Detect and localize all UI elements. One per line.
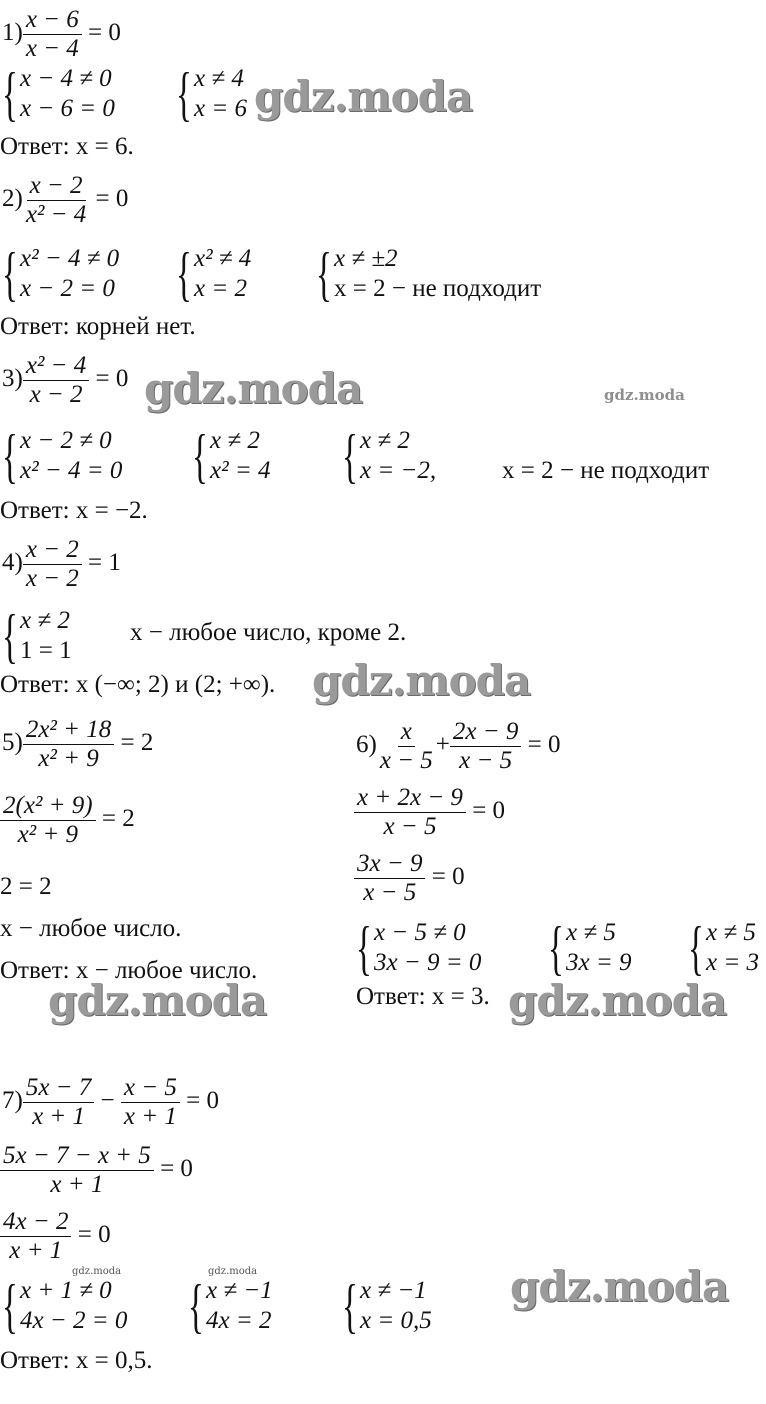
fraction — [354, 850, 425, 907]
system-row: x ≠ ±2 — [334, 245, 398, 272]
system-7b — [188, 1273, 273, 1339]
watermark: gdz.moda — [508, 976, 727, 1025]
equals-part: = 0 — [472, 797, 506, 825]
problem-5-equation — [2, 716, 153, 773]
system-row: x − 4 ≠ 0 — [20, 65, 112, 92]
watermark: gdz.moda — [604, 386, 685, 404]
denominator: x − 5 — [363, 879, 417, 906]
brace-icon: { — [688, 915, 704, 981]
equals-part: = 0 — [431, 863, 465, 891]
note-4: x − любое число, кроме 2. — [130, 619, 407, 646]
problem-1-equation — [2, 6, 121, 63]
problem-7-step — [0, 1142, 193, 1199]
system-row: x ≠ 5 — [706, 919, 756, 946]
numerator: 5x − 7 — [23, 1074, 94, 1103]
system-row: x − 2 = 0 — [20, 275, 115, 302]
brace-icon: { — [548, 915, 564, 981]
denominator: x² + 9 — [17, 821, 79, 848]
brace-icon: { — [342, 423, 358, 489]
system-row: x ≠ 2 — [20, 607, 70, 634]
numerator: x — [398, 718, 415, 747]
system-row: 3x = 9 — [566, 949, 632, 976]
problem-3-equation — [2, 352, 128, 409]
problem-7-equation — [2, 1074, 219, 1131]
problem-6-step — [354, 850, 465, 907]
problem-5-step — [0, 792, 135, 849]
system-7a — [2, 1273, 128, 1339]
system-row: x² ≠ 4 — [194, 245, 252, 272]
answer-5: Ответ: x − любое число. — [0, 957, 258, 984]
numerator: x − 2 — [27, 172, 86, 201]
problem-number: 7) — [2, 1087, 23, 1115]
system-2b — [176, 241, 252, 307]
problem-4-equation — [2, 536, 121, 593]
system-row: x − 6 = 0 — [20, 95, 115, 122]
brace-icon: { — [192, 423, 208, 489]
system-row: x = 3 — [706, 949, 759, 976]
equals-part: = 2 — [101, 805, 135, 833]
fraction — [23, 172, 89, 229]
brace-icon: { — [356, 915, 372, 981]
fraction — [121, 1074, 180, 1131]
watermark: gdz.moda — [254, 72, 473, 121]
fraction — [450, 718, 521, 775]
brace-icon: { — [342, 1273, 358, 1339]
system-6b — [548, 915, 632, 981]
system-row: x ≠ −1 — [360, 1277, 427, 1304]
denominator: x − 4 — [25, 35, 79, 62]
brace-icon: { — [2, 61, 18, 127]
numerator: 2x² + 18 — [23, 716, 114, 745]
answer-1: Ответ: x = 6. — [0, 133, 134, 160]
system-6a — [356, 915, 482, 981]
denominator: x + 1 — [32, 1103, 86, 1130]
equals-part: = 0 — [186, 1087, 219, 1115]
denominator: x − 2 — [29, 381, 83, 408]
brace-icon: { — [2, 603, 18, 669]
problem-number: 4) — [2, 549, 23, 577]
equals-part: = 1 — [88, 549, 121, 577]
system-6c — [688, 915, 759, 981]
system-row: x = 2 — [194, 275, 247, 302]
fraction — [23, 1074, 94, 1131]
denominator: x² + 9 — [38, 745, 99, 772]
system-row: 1 = 1 — [20, 637, 72, 664]
problem-number: 1) — [2, 19, 23, 47]
system-3a — [2, 423, 123, 489]
watermark: gdz.moda — [72, 1266, 122, 1277]
fraction — [23, 352, 89, 409]
equals-part: = 0 — [527, 731, 561, 759]
fraction — [377, 718, 436, 775]
fraction — [0, 1142, 154, 1199]
numerator: 5x − 7 − x + 5 — [0, 1142, 154, 1171]
numerator: x² − 4 — [23, 352, 89, 381]
fraction — [354, 784, 466, 841]
system-row: x = −2, — [360, 457, 437, 484]
numerator: 2(x² + 9) — [0, 792, 96, 821]
brace-icon: { — [2, 423, 18, 489]
system-row: x ≠ −1 — [206, 1277, 273, 1304]
brace-icon: { — [176, 61, 192, 127]
system-row: 4x − 2 = 0 — [20, 1307, 128, 1334]
fraction — [23, 536, 82, 593]
system-row: x = 2 − не подходит — [334, 275, 542, 302]
operator: − — [100, 1087, 115, 1115]
system-4a — [2, 603, 72, 669]
brace-icon: { — [176, 241, 192, 307]
equals-part: = 0 — [77, 1221, 111, 1249]
system-row: 3x − 9 = 0 — [374, 949, 482, 976]
denominator: x² − 4 — [25, 201, 87, 228]
problem-number: 3) — [2, 365, 23, 393]
problem-6-step — [354, 784, 505, 841]
watermark: gdz.moda — [48, 976, 267, 1025]
system-row: x ≠ 4 — [194, 65, 244, 92]
system-row: x² = 4 — [210, 457, 271, 484]
brace-icon: { — [188, 1273, 204, 1339]
equals-part: = 2 — [120, 729, 154, 757]
equals-part: = 0 — [88, 19, 121, 47]
denominator: x − 5 — [379, 747, 433, 774]
numerator: 4x − 2 — [0, 1208, 71, 1237]
denominator: x − 5 — [383, 813, 437, 840]
equals-part: = 0 — [95, 185, 129, 213]
denominator: x − 2 — [25, 565, 79, 592]
numerator: x − 5 — [121, 1074, 180, 1103]
system-3c — [342, 423, 437, 489]
fraction — [23, 6, 82, 63]
brace-icon: { — [2, 241, 18, 307]
numerator: 3x − 9 — [354, 850, 425, 879]
note-3: x = 2 − не подходит — [502, 457, 710, 484]
brace-icon: { — [2, 1273, 18, 1339]
problem-number: 6) — [356, 731, 377, 759]
watermark: gdz.moda — [144, 364, 363, 413]
problem-number: 5) — [2, 729, 23, 757]
system-row: x ≠ 2 — [210, 427, 260, 454]
operator: + — [435, 731, 450, 759]
system-3b — [192, 423, 271, 489]
problem-7-step — [0, 1208, 111, 1265]
brace-icon: { — [316, 241, 332, 307]
answer-3: Ответ: x = −2. — [0, 497, 148, 524]
numerator: x − 2 — [23, 536, 82, 565]
problem-5-line: x − любое число. — [0, 915, 182, 942]
system-row: x − 2 ≠ 0 — [20, 427, 112, 454]
answer-4: Ответ: x (−∞; 2) и (2; +∞). — [0, 671, 276, 698]
denominator: x + 1 — [123, 1103, 177, 1130]
problem-2-equation — [2, 172, 128, 229]
system-row: x + 1 ≠ 0 — [20, 1277, 112, 1304]
numerator: x + 2x − 9 — [354, 784, 466, 813]
problem-5-line: 2 = 2 — [0, 873, 52, 900]
system-row: x = 0,5 — [360, 1307, 432, 1334]
system-1a — [2, 61, 115, 127]
numerator: 2x − 9 — [450, 718, 521, 747]
system-row: x ≠ 2 — [360, 427, 410, 454]
denominator: x − 5 — [459, 747, 513, 774]
fraction — [0, 1208, 71, 1265]
system-row: x ≠ 5 — [566, 919, 616, 946]
equals-part: = 0 — [95, 365, 129, 393]
watermark: gdz.moda — [510, 1262, 729, 1311]
answer-2: Ответ: корней нет. — [0, 313, 196, 340]
system-2a — [2, 241, 120, 307]
denominator: x + 1 — [9, 1237, 63, 1264]
fraction — [0, 792, 96, 849]
equals-part: = 0 — [160, 1155, 193, 1183]
system-7c — [342, 1273, 432, 1339]
answer-6: Ответ: x = 3. — [356, 983, 490, 1010]
watermark: gdz.moda — [312, 656, 531, 705]
fraction — [23, 716, 114, 773]
system-row: x − 5 ≠ 0 — [374, 919, 466, 946]
watermark: gdz.moda — [208, 1266, 258, 1277]
system-1b — [176, 61, 247, 127]
system-row: 4x = 2 — [206, 1307, 272, 1334]
numerator: x − 6 — [23, 6, 82, 35]
system-row: x = 6 — [194, 95, 247, 122]
denominator: x + 1 — [50, 1171, 104, 1198]
system-row: x² − 4 = 0 — [20, 457, 123, 484]
system-2c — [316, 241, 542, 307]
problem-number: 2) — [2, 185, 23, 213]
problem-6-equation — [356, 718, 560, 775]
system-row: x² − 4 ≠ 0 — [20, 245, 120, 272]
answer-7: Ответ: x = 0,5. — [0, 1347, 153, 1374]
